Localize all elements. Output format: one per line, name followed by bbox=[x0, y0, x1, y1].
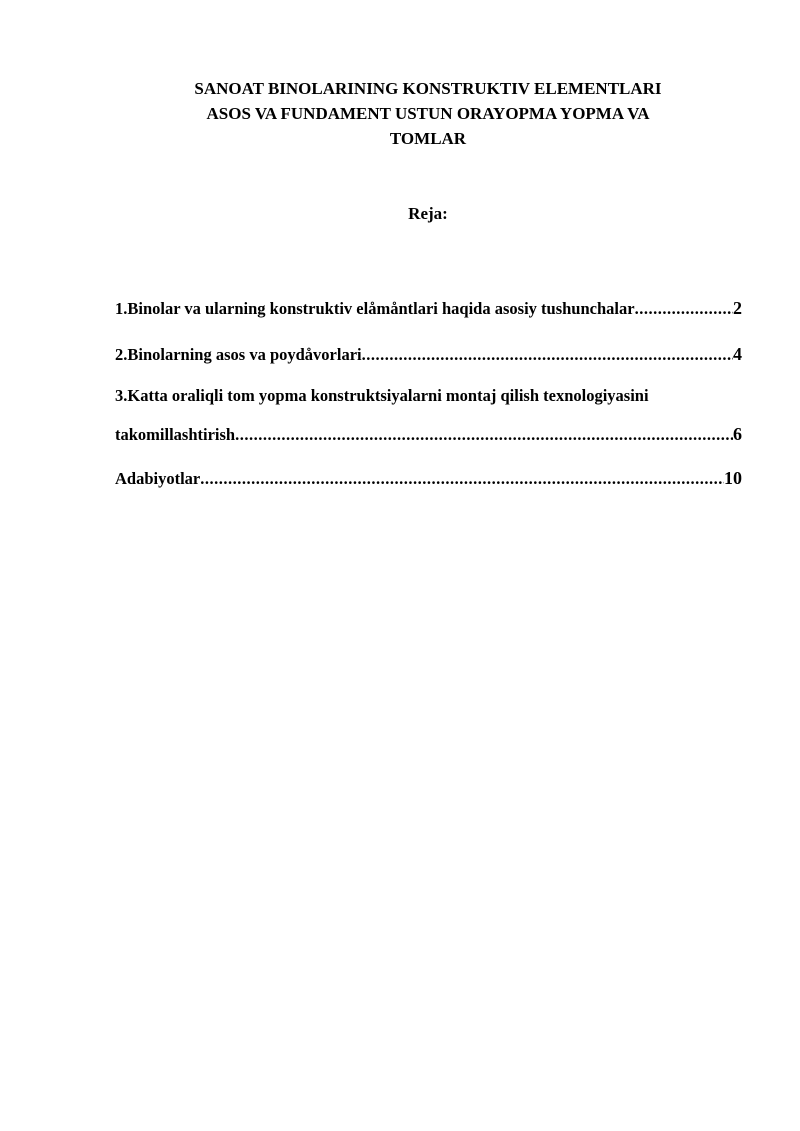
toc-entry-4-text: Adabiyotlar bbox=[115, 469, 201, 488]
toc-entry-2-page: 4 bbox=[733, 344, 742, 364]
toc-entry-3-page: 6 bbox=[733, 424, 742, 444]
toc-entry-1-text: 1.Binolar va ularning konstruktiv elåmåntlari haqida asosiy tushunchalar bbox=[115, 299, 635, 318]
toc-entry-2-text: 2.Binolarning asos va poydåvorlari bbox=[115, 345, 362, 364]
toc-entry-1-page: 2 bbox=[733, 298, 742, 318]
toc-entry-3-line-2 bbox=[115, 422, 742, 447]
toc-leader-dots bbox=[635, 297, 733, 321]
document-title bbox=[100, 76, 756, 151]
title-line-2: ASOS VA FUNDAMENT USTUN ORAYOPMA YOPMA VA bbox=[206, 104, 650, 123]
toc-leader-dots bbox=[362, 343, 733, 367]
toc-entry-2 bbox=[115, 342, 742, 367]
toc-entry-3-text-line-1: 3.Katta oraliqli tom yopma konstruktsiyalarni montaj qilish texnologiyasini bbox=[115, 386, 649, 405]
toc-entry-3-text-line-2: takomillashtirish bbox=[115, 425, 236, 444]
plan-heading: Reja: bbox=[408, 204, 448, 223]
toc-entry-4-page: 10 bbox=[724, 468, 742, 488]
title-line-3: TOMLAR bbox=[389, 129, 467, 148]
toc-leader-dots bbox=[235, 423, 733, 447]
toc-entry-4 bbox=[115, 466, 742, 491]
toc-leader-dots bbox=[200, 467, 724, 491]
title-line-1: SANOAT BINOLARINING KONSTRUKTIV ELEMENTLARI bbox=[194, 79, 662, 98]
toc-entry-1 bbox=[115, 296, 742, 321]
toc-entry-3-line-1 bbox=[115, 384, 742, 408]
